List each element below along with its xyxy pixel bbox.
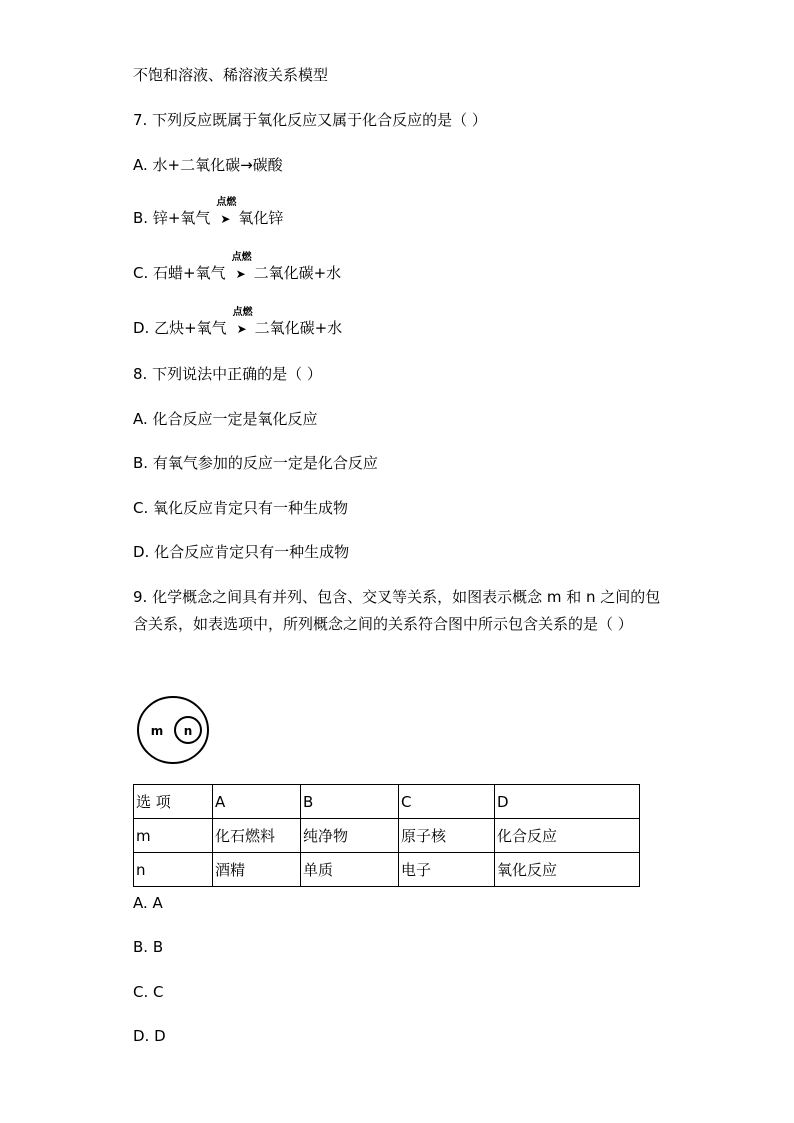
table-cell: 原子核 <box>399 819 495 853</box>
table-row <box>134 853 640 887</box>
table-cell: 电子 <box>399 853 495 887</box>
table-cell: 选 项 <box>134 785 213 819</box>
q9-option-d: D. D <box>133 1027 166 1045</box>
reaction-arrow <box>210 196 250 229</box>
table-cell: C <box>399 785 495 819</box>
inclusion-diagram <box>137 695 213 765</box>
q9-option-b: B. B <box>133 938 164 956</box>
intro-text: 不饱和溶液、稀溶液关系模型 <box>133 66 329 84</box>
q7-option-c-right: 二氧化碳+水 <box>253 264 342 282</box>
reaction-arrow <box>227 306 267 339</box>
table-cell: 酒精 <box>213 853 301 887</box>
q8-option-b: B. 有氧气参加的反应一定是化合反应 <box>133 454 378 472</box>
q8-option-c: C. 氧化反应肯定只有一种生成物 <box>133 499 349 517</box>
q8-option-d: D. 化合反应肯定只有一种生成物 <box>133 543 350 561</box>
outer-circle-m <box>138 697 208 763</box>
q7-option-c <box>133 251 342 284</box>
reaction-condition: 点燃 <box>232 306 253 318</box>
table-cell: 纯净物 <box>301 819 399 853</box>
q7-option-d-left: D. 乙炔+氧气 <box>133 319 227 337</box>
arrow-icon: ➤ <box>235 266 246 281</box>
q7-option-b-left: B. 锌+氧气 <box>133 209 211 227</box>
table-row <box>134 819 640 853</box>
q8-stem: 8. 下列说法中正确的是（ ） <box>133 365 322 383</box>
table-cell: n <box>134 853 213 887</box>
reaction-condition: 点燃 <box>231 251 252 263</box>
table-cell: 化石燃料 <box>213 819 301 853</box>
q7-stem: 7. 下列反应既属于氧化反应又属于化合反应的是（ ） <box>133 111 487 129</box>
table-row <box>134 785 640 819</box>
label-n: n <box>183 724 193 738</box>
q8-option-a: A. 化合反应一定是氧化反应 <box>133 410 318 428</box>
table-cell: m <box>134 819 213 853</box>
q9-option-a: A. A <box>133 894 163 912</box>
label-m: m <box>150 724 164 738</box>
table-cell: 单质 <box>301 853 399 887</box>
table-cell: B <box>301 785 399 819</box>
table-cell: A <box>213 785 301 819</box>
q7-option-b-right: 氧化锌 <box>238 209 284 227</box>
options-table <box>133 784 640 887</box>
q9-option-c: C. C <box>133 983 164 1001</box>
table-cell: D <box>495 785 640 819</box>
q7-option-b <box>133 196 284 229</box>
arrow-icon: ➤ <box>220 211 231 226</box>
q7-option-d <box>133 306 343 339</box>
reaction-arrow <box>226 251 266 284</box>
q7-option-a: A. 水+二氧化碳→碳酸 <box>133 156 283 174</box>
q7-option-d-right: 二氧化碳+水 <box>254 319 343 337</box>
table-cell: 氧化反应 <box>495 853 640 887</box>
table-cell: 化合反应 <box>495 819 640 853</box>
arrow-icon: ➤ <box>236 321 247 336</box>
q9-stem: 9. 化学概念之间具有并列、包含、交叉等关系，如图表示概念 m 和 n 之间的包含关系，如表选项中，所列概念之间的关系符合图中所示包含关系的是（ ） <box>133 588 661 633</box>
q7-option-c-left: C. 石蜡+氧气 <box>133 264 226 282</box>
reaction-condition: 点燃 <box>216 196 237 208</box>
